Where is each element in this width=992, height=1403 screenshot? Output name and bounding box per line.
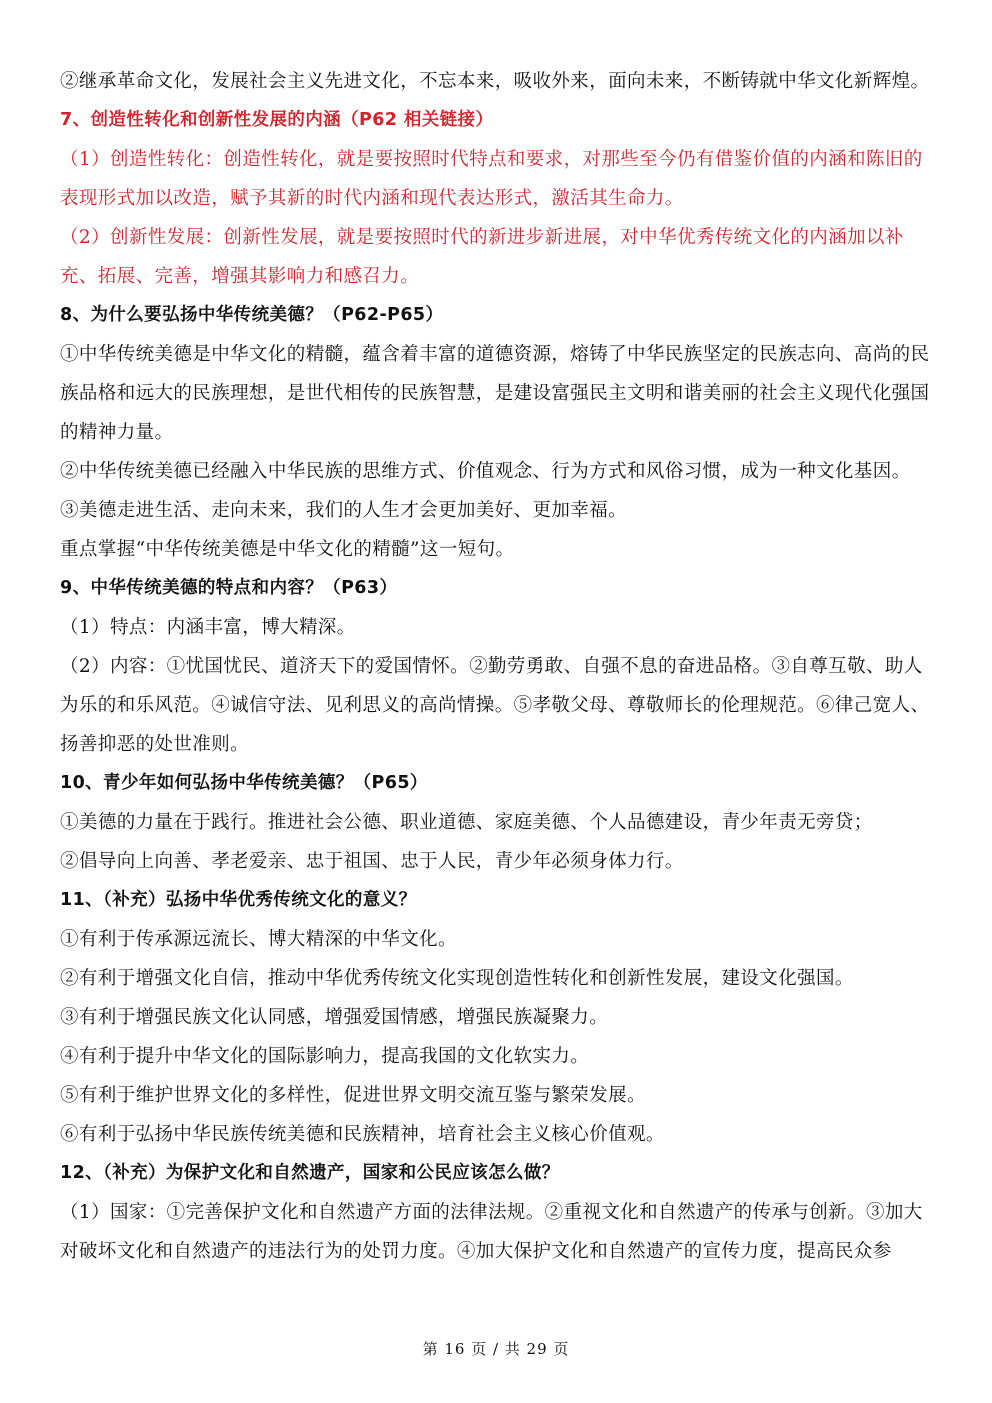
section-heading-8: 8、为什么要弘扬中华传统美德？（P62-P65） xyxy=(60,305,444,325)
paragraph: ①中华传统美德是中华文化的精髓，蕴含着丰富的道德资源，熔铸了中华民族坚定的民族志向、高尚的民族品格和远大的民族理想，是世代相传的民族智慧，是建设富强民主文明和谐美丽的社会主义现代化强国的精神力量。 xyxy=(60,344,930,443)
paragraph: ③美德走进生活、走向未来，我们的人生才会更加美好、更加幸福。 xyxy=(60,500,628,521)
section-heading-12: 12、（补充）为保护文化和自然遗产，国家和公民应该怎么做？ xyxy=(60,1163,560,1183)
paragraph: ④有利于提升中华文化的国际影响力，提高我国的文化软实力。 xyxy=(60,1046,590,1067)
page-content xyxy=(60,62,936,1271)
paragraph: 重点掌握“中华传统美德是中华文化的精髓”这一短句。 xyxy=(60,539,515,560)
paragraph: （2）创新性发展：创新性发展，就是要按照时代的新进步新进展，对中华优秀传统文化的内涵加以补充、拓展、完善，增强其影响力和感召力。 xyxy=(60,227,904,287)
paragraph: ①有利于传承源远流长、博大精深的中华文化。 xyxy=(60,929,457,950)
section-heading-7: 7、创造性转化和创新性发展的内涵（P62 相关链接） xyxy=(60,110,494,130)
paragraph: ⑥有利于弘扬中华民族传统美德和民族精神，培育社会主义核心价值观。 xyxy=(60,1124,665,1145)
paragraph: ⑤有利于维护世界文化的多样性，促进世界文明交流互鉴与繁荣发展。 xyxy=(60,1085,646,1106)
paragraph: ③有利于增强民族文化认同感，增强爱国情感，增强民族凝聚力。 xyxy=(60,1007,609,1028)
paragraph: （2）内容：①忧国忧民、道济天下的爱国情怀。②勤劳勇敢、自强不息的奋进品格。③自尊互敬、助人为乐的和乐风范。④诚信守法、见利思义的高尚情操。⑤孝敬父母、尊敬师长的伦理规范。⑥律己宽人、扬善抑恶的处世准则。 xyxy=(60,656,930,755)
section-heading-10: 10、青少年如何弘扬中华传统美德？（P65） xyxy=(60,773,428,793)
paragraph: ①美德的力量在于践行。推进社会公德、职业道德、家庭美德、个人品德建设，青少年责无旁贷； xyxy=(60,812,873,833)
paragraph: ②中华传统美德已经融入中华民族的思维方式、价值观念、行为方式和风俗习惯，成为一种文化基因。 xyxy=(60,461,911,482)
paragraph: ②倡导向上向善、孝老爱亲、忠于祖国、忠于人民，青少年必须身体力行。 xyxy=(60,851,684,872)
paragraph: （1）特点：内涵丰富，博大精深。 xyxy=(60,617,356,638)
paragraph: （1）创造性转化：创造性转化，就是要按照时代特点和要求，对那些至今仍有借鉴价值的内涵和陈旧的表现形式加以改造，赋予其新的时代内涵和现代表达形式，激活其生命力。 xyxy=(60,149,923,209)
section-heading-9: 9、中华传统美德的特点和内容？（P63） xyxy=(60,578,398,598)
section-heading-11: 11、（补充）弘扬中华优秀传统文化的意义？ xyxy=(60,890,417,910)
paragraph: ②继承革命文化，发展社会主义先进文化，不忘本来，吸收外来，面向未来，不断铸就中华文化新辉煌。 xyxy=(60,71,930,92)
page-footer: 第 16 页 / 共 29 页 xyxy=(422,1340,570,1358)
paragraph: （1）国家：①完善保护文化和自然遗产方面的法律法规。②重视文化和自然遗产的传承与创新。③加大对破坏文化和自然遗产的违法行为的处罚力度。④加大保护文化和自然遗产的宣传力度，提高民众参 xyxy=(60,1202,923,1262)
paragraph: ②有利于增强文化自信，推动中华优秀传统文化实现创造性转化和创新性发展，建设文化强国。 xyxy=(60,968,854,989)
